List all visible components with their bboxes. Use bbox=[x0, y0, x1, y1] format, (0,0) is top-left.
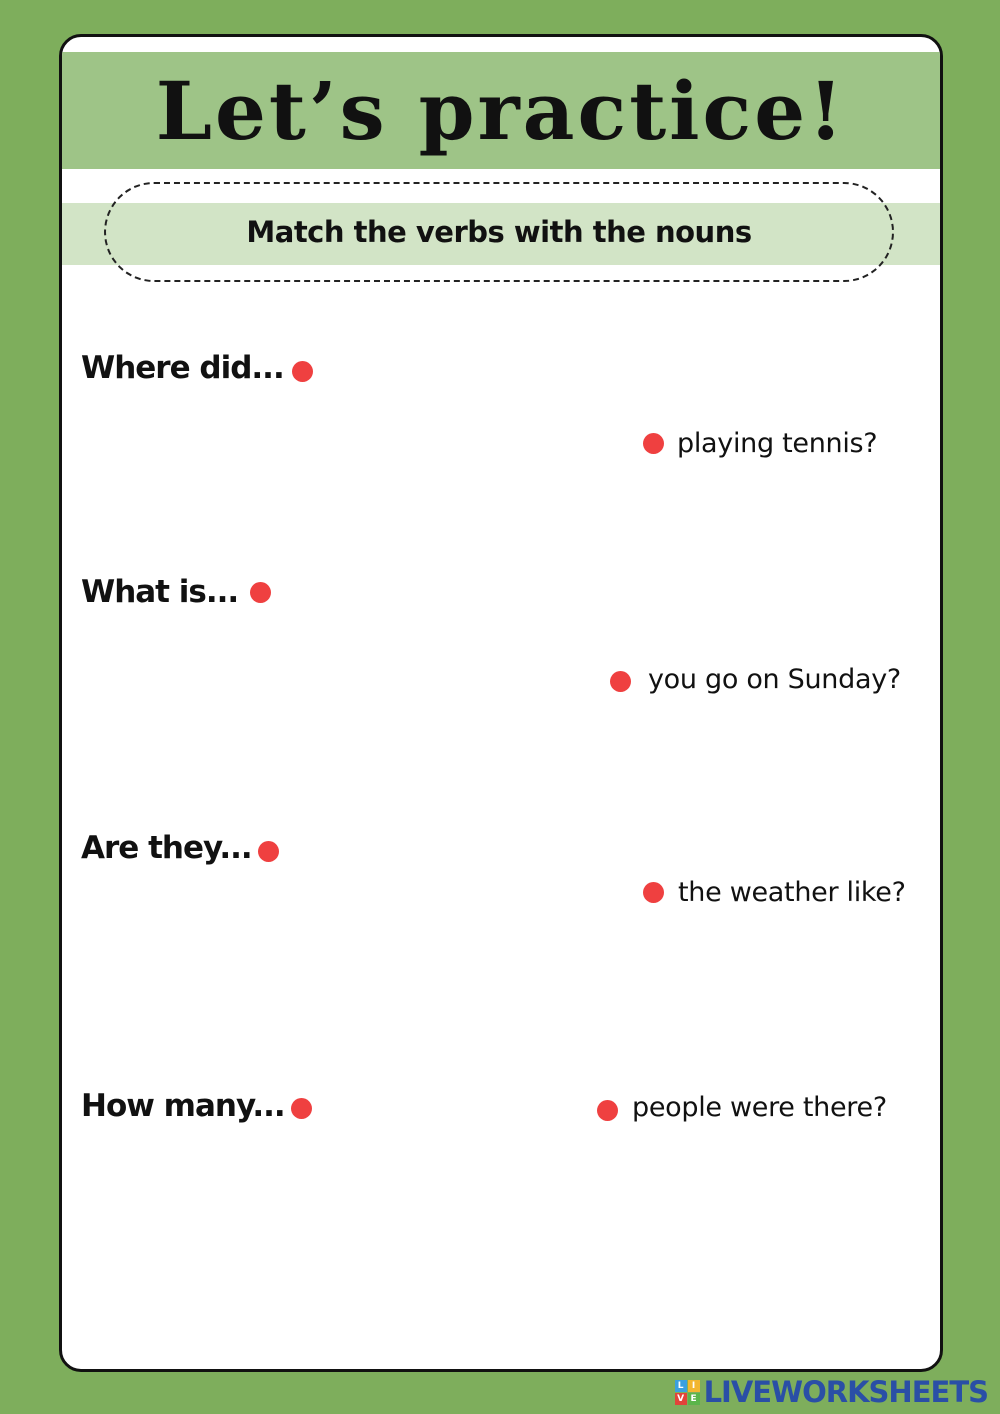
instruction-pill bbox=[104, 182, 894, 282]
match-dot-right-3[interactable] bbox=[643, 882, 664, 903]
right-item-label: people were there? bbox=[632, 1092, 887, 1123]
liveworksheets-footer[interactable] bbox=[675, 1375, 988, 1409]
liveworksheets-logo-icon bbox=[675, 1380, 700, 1405]
page-title: Let’s practice! bbox=[155, 63, 847, 158]
logo-letter-e: E bbox=[688, 1393, 700, 1405]
left-item-are-they bbox=[81, 830, 279, 866]
logo-letter-l: L bbox=[675, 1380, 687, 1392]
right-item-people-were-there bbox=[597, 1092, 887, 1123]
logo-letter-i: I bbox=[688, 1380, 700, 1392]
liveworksheets-brand: LIVEWORKSHEETS bbox=[703, 1375, 988, 1409]
right-item-label: you go on Sunday? bbox=[648, 664, 901, 695]
left-item-how-many bbox=[81, 1088, 312, 1124]
title-band bbox=[62, 52, 940, 169]
match-dot-left-2[interactable] bbox=[250, 582, 271, 603]
right-item-playing-tennis bbox=[643, 428, 877, 459]
right-item-weather-like bbox=[643, 877, 906, 908]
match-dot-left-4[interactable] bbox=[291, 1098, 312, 1119]
right-item-you-go-on-sunday bbox=[610, 664, 901, 695]
left-item-label: What is... bbox=[81, 574, 239, 610]
left-item-where-did bbox=[81, 350, 313, 386]
left-item-label: How many... bbox=[81, 1088, 285, 1124]
match-dot-left-3[interactable] bbox=[258, 841, 279, 862]
left-item-label: Are they... bbox=[81, 830, 252, 866]
match-dot-right-4[interactable] bbox=[597, 1100, 618, 1121]
match-dot-right-2[interactable] bbox=[610, 671, 631, 692]
match-dot-right-1[interactable] bbox=[643, 433, 664, 454]
instruction-text: Match the verbs with the nouns bbox=[246, 215, 752, 249]
worksheet-card bbox=[59, 34, 943, 1372]
left-item-what-is bbox=[81, 574, 271, 610]
left-item-label: Where did... bbox=[81, 350, 284, 386]
logo-letter-v: V bbox=[675, 1393, 687, 1405]
right-item-label: playing tennis? bbox=[677, 428, 878, 459]
right-item-label: the weather like? bbox=[678, 877, 906, 908]
match-dot-left-1[interactable] bbox=[292, 361, 313, 382]
